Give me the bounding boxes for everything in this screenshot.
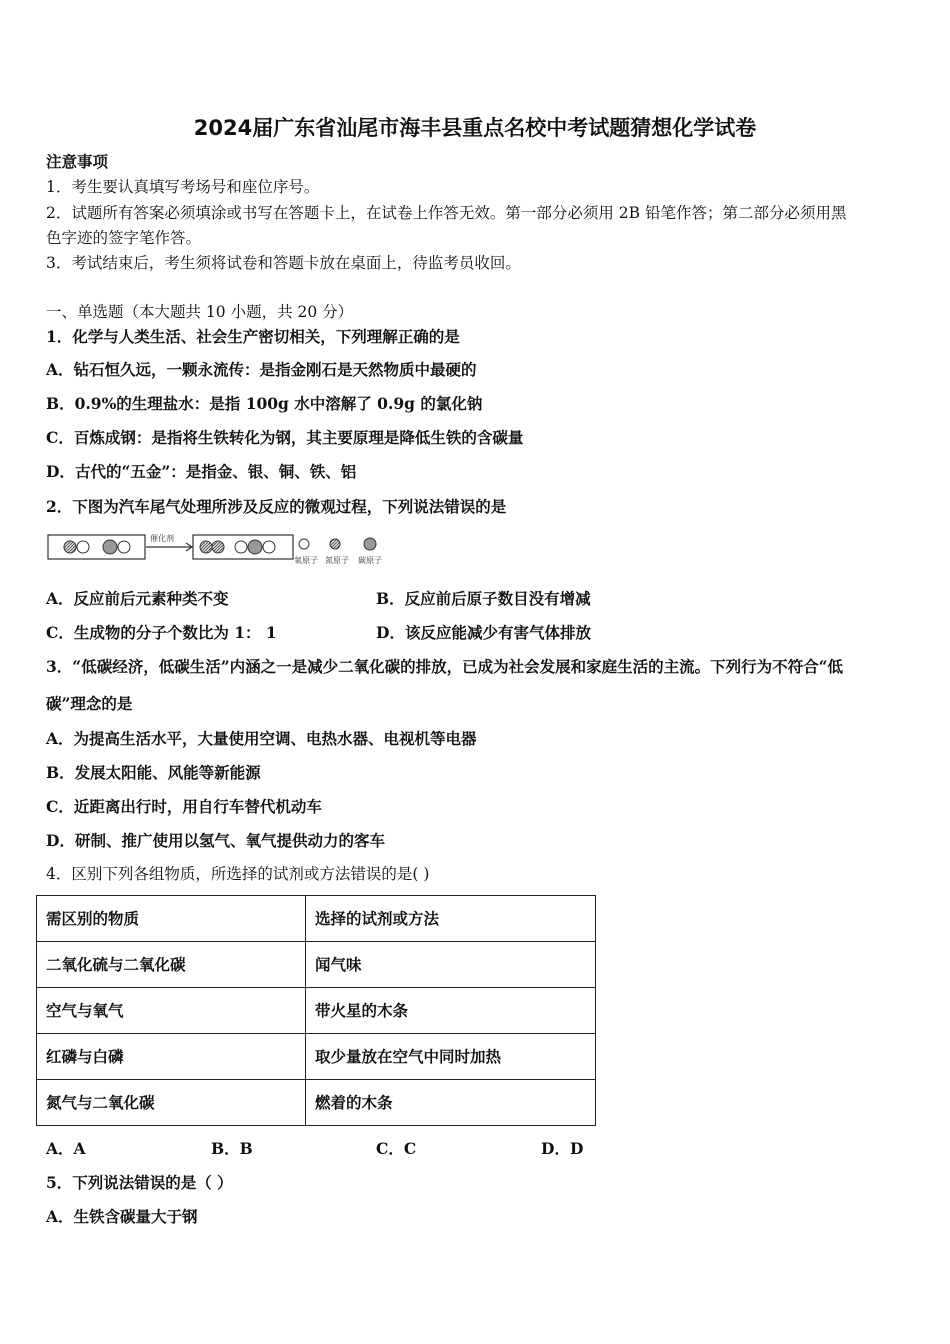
nitrogen-atom — [200, 541, 212, 553]
oxygen-atom — [118, 541, 130, 553]
q3-option-b: B．发展太阳能、风能等新能源 — [46, 763, 261, 782]
q4-option-a: A．A — [46, 1139, 86, 1158]
legend-oxygen-label: 氧原子 — [294, 556, 318, 565]
carbon-atom — [103, 540, 117, 554]
nitrogen-atom — [212, 541, 224, 553]
question-5-stem: 5．下列说法错误的是（ ） — [46, 1173, 233, 1192]
section-heading: 一、单选题（本大题共 10 小题，共 20 分） — [46, 303, 354, 321]
catalyst-label: 催化剂 — [150, 534, 174, 543]
table-cell: 燃着的木条 — [306, 1080, 596, 1126]
question-3-stem: 3．“低碳经济，低碳生活”内涵之一是减少二氧化碳的排放，已成为社会发展和家庭生活的主流。下列行为不符合“低 — [46, 657, 844, 676]
table-cell: 闻气味 — [306, 942, 596, 988]
q1-option-b: B．0.9%的生理盐水：是指 100g 水中溶解了 0.9g 的氯化钠 — [46, 394, 483, 413]
question-2-stem: 2．下图为汽车尾气处理所涉及反应的微观过程，下列说法错误的是 — [46, 497, 507, 516]
table-cell: 氮气与二氧化碳 — [37, 1080, 306, 1126]
carbon-atom — [248, 540, 262, 554]
notice-item: 色字迹的签字笔作答。 — [46, 229, 202, 247]
table-header-cell: 选择的试剂或方法 — [306, 896, 596, 942]
legend-nitrogen-icon — [330, 539, 340, 549]
table-cell: 空气与氧气 — [37, 988, 306, 1034]
q1-option-c: C．百炼成钢：是指将生铁转化为钢，其主要原理是降低生铁的含碳量 — [46, 428, 524, 447]
q4-table — [36, 895, 596, 1126]
question-3-stem-cont: 碳”理念的是 — [46, 694, 133, 713]
q3-option-d: D．研制、推广使用以氢气、氧气提供动力的客车 — [46, 831, 385, 850]
table-cell: 红磷与白磷 — [37, 1034, 306, 1080]
table-header-row — [37, 896, 596, 942]
oxygen-atom — [235, 541, 247, 553]
table-cell: 带火星的木条 — [306, 988, 596, 1034]
q3-option-a: A．为提高生活水平，大量使用空调、电热水器、电视机等电器 — [46, 729, 477, 748]
reaction-svg — [46, 530, 396, 568]
q2-option-c: C．生成物的分子个数比为 1： 1 — [46, 623, 277, 642]
legend-oxygen-icon — [299, 539, 309, 549]
table-cell: 取少量放在空气中同时加热 — [306, 1034, 596, 1080]
legend-nitrogen-label: 氮原子 — [325, 556, 349, 565]
notice-item: 3．考试结束后，考生须将试卷和答题卡放在桌面上，待监考员收回。 — [46, 254, 521, 272]
table-header-cell: 需区别的物质 — [37, 896, 306, 942]
reaction-diagram — [46, 530, 396, 568]
page-title: 2024届广东省汕尾市海丰县重点名校中考试题猜想化学试卷 — [193, 116, 757, 140]
table-row — [37, 1080, 596, 1126]
legend-carbon-label: 碳原子 — [358, 556, 382, 565]
q2-option-d: D．该反应能减少有害气体排放 — [376, 623, 591, 642]
question-1-stem: 1．化学与人类生活、社会生产密切相关，下列理解正确的是 — [46, 327, 460, 346]
q2-option-a: A．反应前后元素种类不变 — [46, 589, 229, 608]
notice-item: 1．考生要认真填写考场号和座位序号。 — [46, 178, 320, 196]
q4-option-b: B．B — [211, 1139, 253, 1158]
notice-heading: 注意事项 — [46, 152, 109, 171]
table-cell: 二氧化硫与二氧化碳 — [37, 942, 306, 988]
q4-option-c: C．C — [376, 1139, 417, 1158]
q1-option-a: A．钻石恒久远，一颗永流传：是指金刚石是天然物质中最硬的 — [46, 360, 477, 379]
table-row — [37, 1034, 596, 1080]
q2-option-b: B．反应前后原子数目没有增减 — [376, 589, 591, 608]
nitrogen-atom — [64, 541, 76, 553]
oxygen-atom — [77, 541, 89, 553]
q5-option-a: A．生铁含碳量大于钢 — [46, 1207, 198, 1226]
q1-option-d: D．古代的“五金”：是指金、银、铜、铁、铝 — [46, 462, 357, 481]
q3-option-c: C．近距离出行时，用自行车替代机动车 — [46, 797, 322, 816]
table-row — [37, 942, 596, 988]
legend-carbon-icon — [364, 538, 376, 550]
q4-option-d: D．D — [541, 1139, 584, 1158]
table-row — [37, 988, 596, 1034]
oxygen-atom — [263, 541, 275, 553]
question-4-stem: 4．区别下列各组物质，所选择的试剂或方法错误的是( ) — [46, 865, 430, 883]
notice-item: 2．试题所有答案必须填涂或书写在答题卡上，在试卷上作答无效。第一部分必须用 2B 铅笔作答；第二部分必须用黑 — [46, 204, 847, 222]
